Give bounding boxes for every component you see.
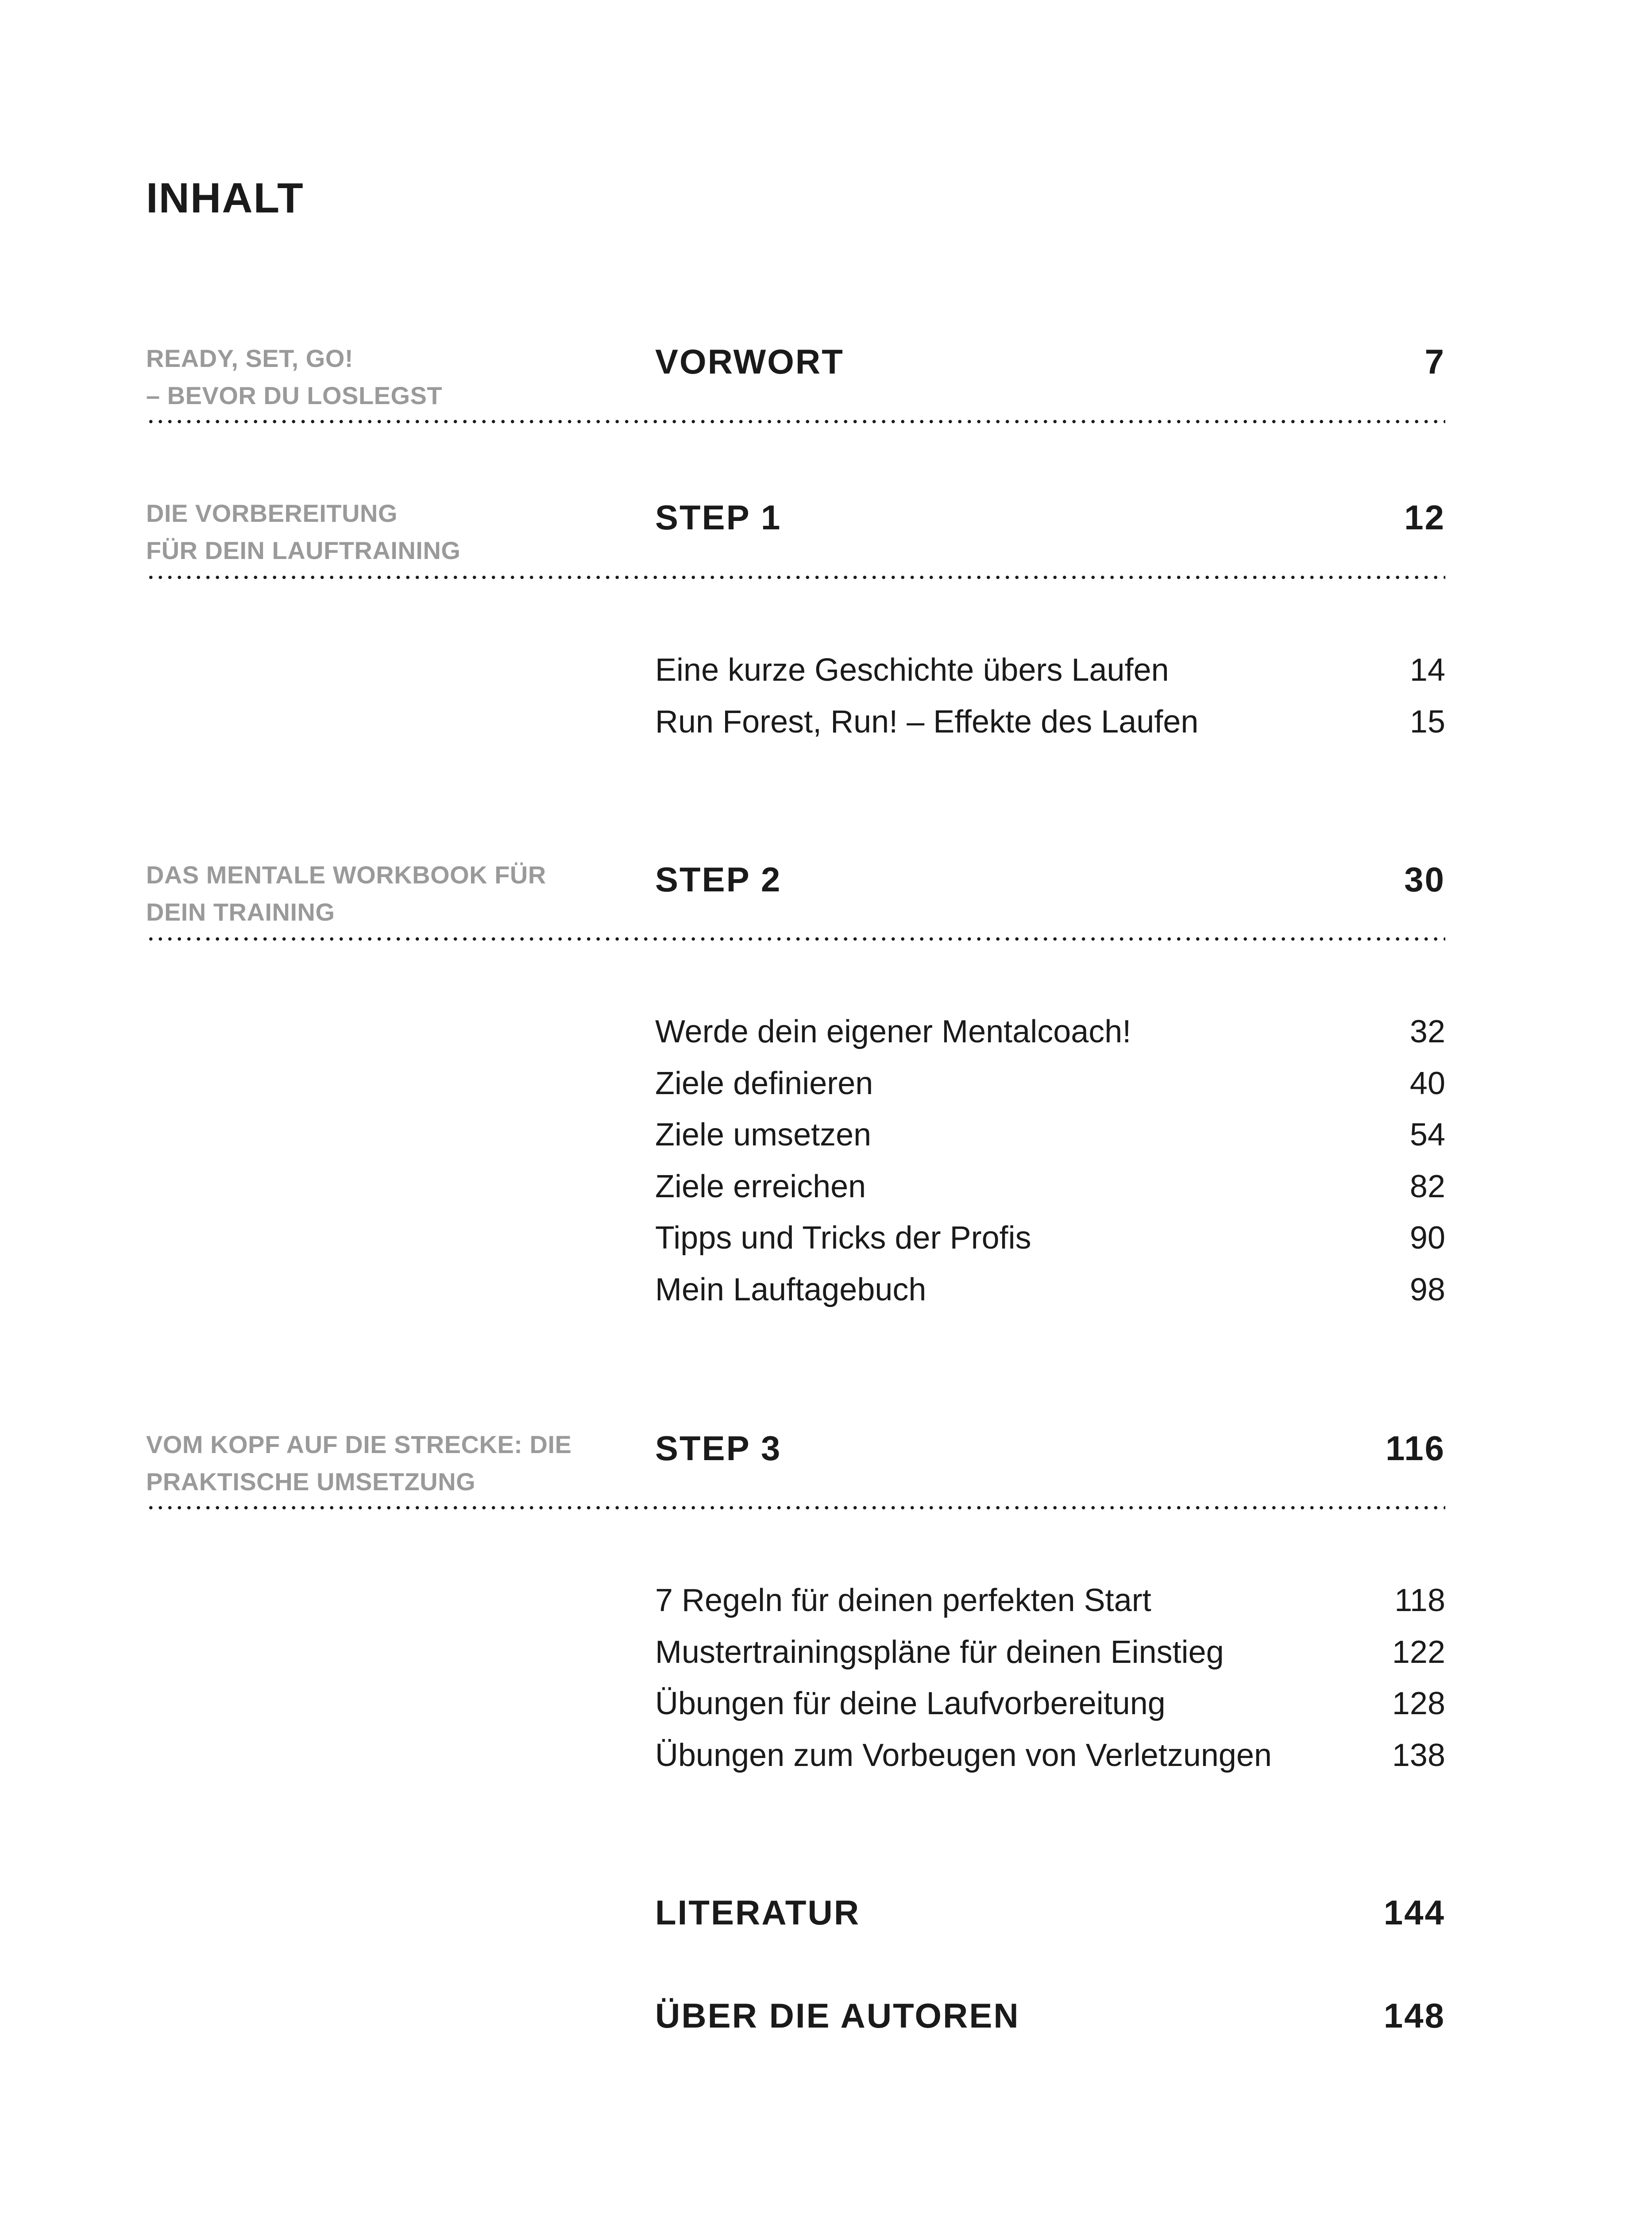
section-label-vorwort [146, 340, 633, 414]
dotted-divider [146, 1506, 1445, 1510]
section-label-line: DEIN TRAINING [146, 898, 335, 926]
toc-heading-title: ÜBER DIE AUTOREN [655, 1996, 1020, 2035]
toc-heading-page: 30 [1404, 860, 1445, 899]
toc-entry-title: Mein Lauftagebuch [655, 1272, 926, 1307]
toc-heading-title: STEP 1 [655, 498, 782, 537]
toc-entry[interactable] [655, 1739, 1445, 1791]
toc-heading-title: STEP 2 [655, 860, 782, 899]
toc-entry-title: Run Forest, Run! – Effekte des Laufen [655, 704, 1199, 740]
toc-entry-title: Ziele erreichen [655, 1168, 866, 1204]
toc-entry-list-step-1 [655, 654, 1445, 757]
toc-heading-page: 12 [1404, 498, 1445, 537]
section-label-line: DAS MENTALE WORKBOOK FÜR [146, 861, 546, 889]
toc-entry[interactable] [655, 1016, 1445, 1068]
toc-entry-list-step-2 [655, 1016, 1445, 1325]
toc-entry[interactable] [655, 1065, 1445, 1119]
toc-entry[interactable] [655, 1222, 1445, 1274]
section-label-line: READY, SET, GO! [146, 344, 354, 372]
toc-entry-title: 7 Regeln für deinen perfekten Start [655, 1583, 1151, 1618]
toc-heading-title: LITERATUR [655, 1893, 861, 1932]
toc-entry[interactable] [655, 1585, 1445, 1636]
toc-entry-page: 98 [1409, 1272, 1445, 1307]
toc-entry-title: Übungen für deine Laufvorbereitung [655, 1686, 1166, 1721]
section-label-step-1 [146, 495, 633, 569]
toc-entry[interactable] [655, 1688, 1445, 1739]
toc-entry-page: 40 [1409, 1065, 1445, 1101]
toc-entry-page: 138 [1392, 1737, 1445, 1773]
toc-entry-page: 128 [1392, 1686, 1445, 1721]
dotted-divider [146, 420, 1445, 424]
section-label-line: VOM KOPF AUF DIE STRECKE: DIE [146, 1430, 572, 1458]
section-label-step-3 [146, 1426, 633, 1500]
toc-entry-page: 15 [1409, 704, 1445, 740]
toc-entry-title: Ziele umsetzen [655, 1117, 872, 1153]
toc-entry[interactable] [655, 654, 1445, 706]
section-label-line: – BEVOR DU LOSLEGST [146, 382, 443, 409]
toc-entry-title: Übungen zum Vorbeugen von Verletzungen [655, 1737, 1272, 1773]
toc-heading-title: STEP 3 [655, 1429, 782, 1468]
toc-entry-page: 14 [1409, 652, 1445, 688]
toc-heading-title: VORWORT [655, 342, 844, 381]
section-label-line: DIE VORBEREITUNG [146, 499, 398, 527]
toc-heading-page: 144 [1383, 1893, 1445, 1932]
toc-entry-page: 122 [1392, 1634, 1445, 1670]
toc-heading-page: 148 [1383, 1996, 1445, 2035]
toc-entry-title: Mustertrainingspläne für deinen Einstieg [655, 1634, 1224, 1670]
toc-entry[interactable] [655, 706, 1445, 758]
toc-entry-title: Eine kurze Geschichte übers Laufen [655, 652, 1169, 688]
toc-entry-page: 90 [1409, 1220, 1445, 1256]
toc-entry-title: Werde dein eigener Mentalcoach! [655, 1014, 1131, 1049]
toc-entry-title: Ziele definieren [655, 1065, 873, 1101]
toc-entry-page: 54 [1409, 1117, 1445, 1153]
toc-entry-list-step-3 [655, 1585, 1445, 1791]
section-label-line: FÜR DEIN LAUFTRAINING [146, 536, 461, 564]
toc-entry[interactable] [655, 1168, 1445, 1222]
toc-entry[interactable] [655, 1274, 1445, 1326]
toc-entry[interactable] [655, 1636, 1445, 1688]
toc-entry-page: 82 [1409, 1168, 1445, 1204]
toc-heading-page: 7 [1424, 342, 1445, 381]
dotted-divider [146, 575, 1445, 579]
toc-entry-page: 32 [1409, 1014, 1445, 1049]
dotted-divider [146, 937, 1445, 941]
toc-entry-page: 118 [1394, 1583, 1445, 1618]
toc-entry-title: Tipps und Tricks der Profis [655, 1220, 1031, 1256]
section-label-line: PRAKTISCHE UMSETZUNG [146, 1468, 476, 1496]
toc-entry[interactable] [655, 1119, 1445, 1171]
page-title: INHALT [146, 174, 304, 222]
toc-heading-page: 116 [1386, 1429, 1445, 1468]
section-label-step-2 [146, 856, 633, 931]
